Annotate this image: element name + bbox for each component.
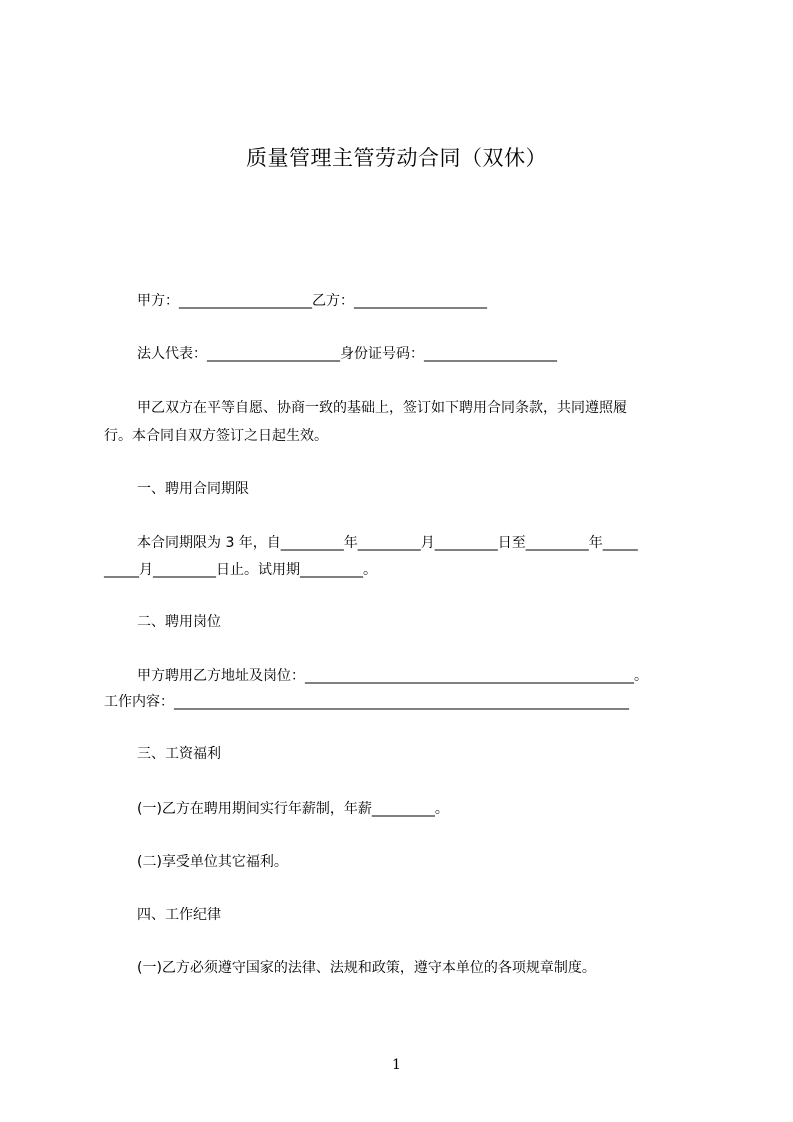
document-title: 质量管理主管劳动合同（双休）	[246, 146, 547, 170]
term-paragraph-line-1: 本合同期限为 3 年，自_________年_________月_________日至_________年_____	[137, 535, 638, 551]
representative-line: 法人代表：___________________身份证号码：___________________	[137, 346, 557, 362]
discipline-item: (一)乙方必须遵守国家的法律、法规和政策，遵守本单位的各项规章制度。	[137, 960, 596, 976]
salary-item: (一)乙方在聘用期间实行年薪制，年薪_________。	[137, 801, 449, 817]
section-heading-position: 二、聘用岗位	[137, 614, 221, 630]
work-content-line: 工作内容：_________________________________________________________________	[104, 694, 629, 710]
intro-paragraph-line-2: 行。本合同自双方签订之日起生效。	[104, 428, 328, 444]
party-line: 甲方：___________________乙方：___________________	[137, 293, 487, 309]
term-paragraph-line-2: _____月_________日止。试用期_________。	[104, 562, 377, 578]
section-heading-salary: 三、工资福利	[137, 746, 221, 762]
section-heading-term: 一、聘用合同期限	[137, 481, 249, 497]
intro-paragraph-line-1: 甲乙双方在平等自愿、协商一致的基础上，签订如下聘用合同条款，共同遵照履	[137, 400, 627, 416]
page-number: 1	[392, 1057, 401, 1073]
welfare-item: (二)享受单位其它福利。	[137, 854, 288, 870]
position-line: 甲方聘用乙方地址及岗位：_______________________________________________。	[137, 668, 648, 684]
section-heading-discipline: 四、工作纪律	[137, 907, 221, 923]
